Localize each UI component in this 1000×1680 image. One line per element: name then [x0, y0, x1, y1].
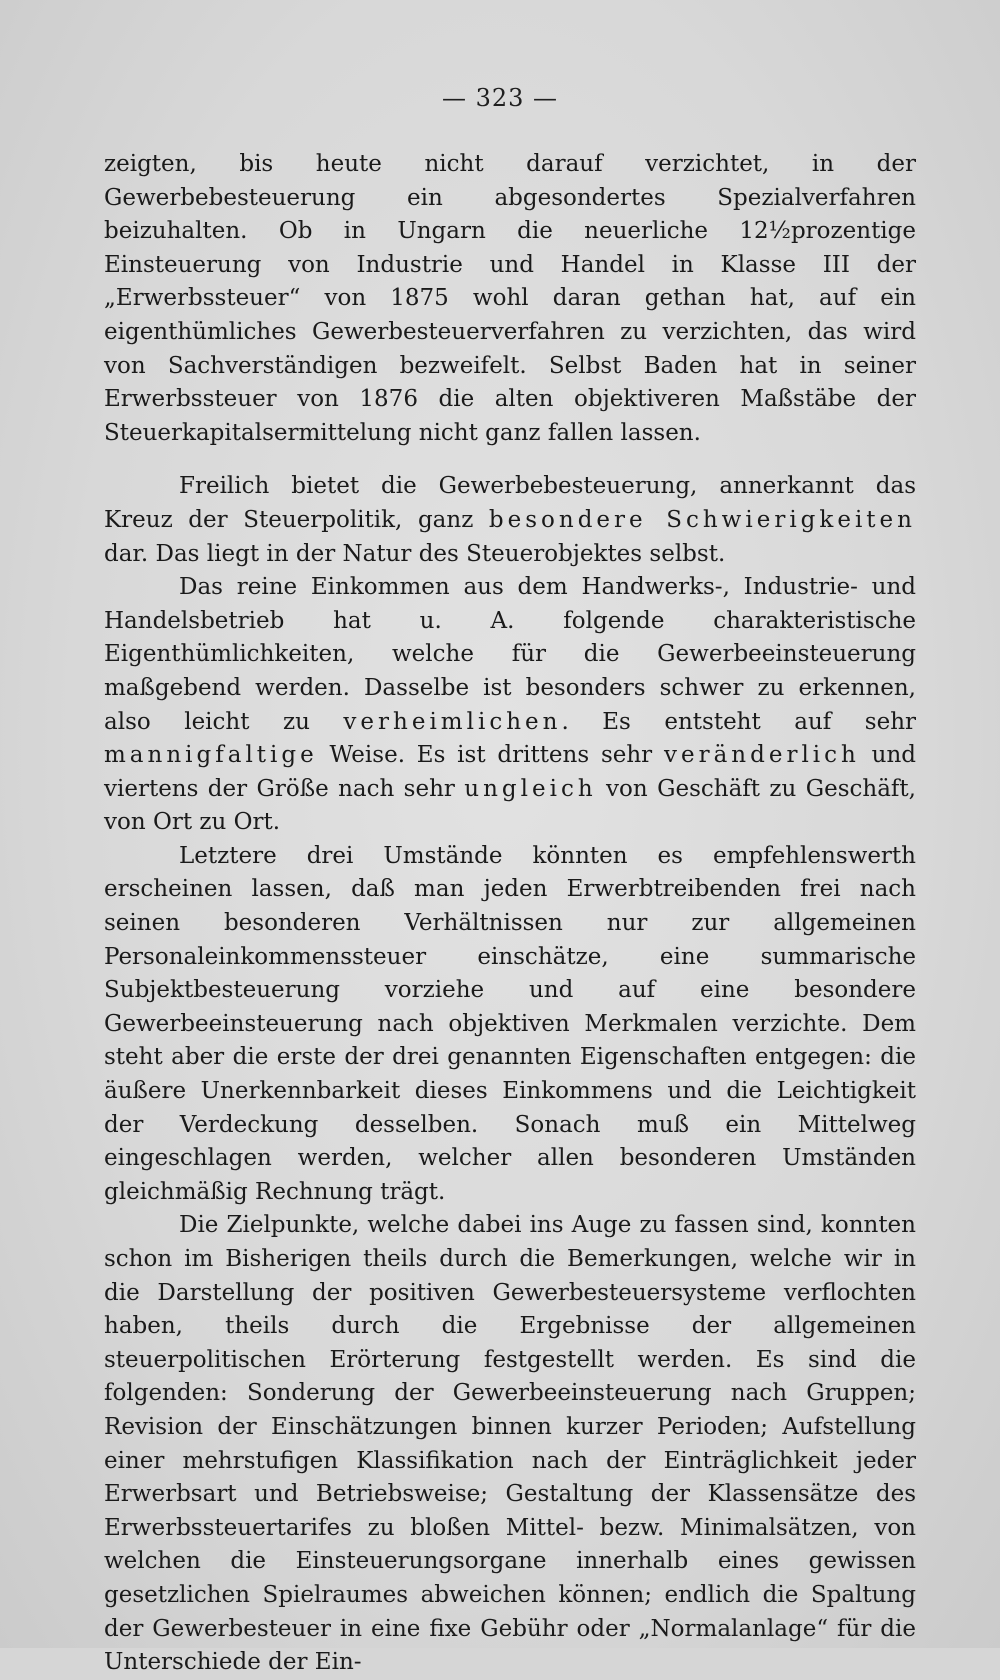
- paragraph-2-text-b: dar. Das liegt in der Natur des Steuerobjektes selbst.: [104, 540, 726, 567]
- emphasis-veraenderlich: veränderlich: [663, 742, 860, 769]
- paragraph-2: [104, 470, 916, 571]
- emphasis-mannigfaltige: mannigfaltige: [104, 742, 318, 769]
- body-text: [104, 148, 916, 1680]
- paragraph-3-text-2: . Es entsteht auf sehr: [561, 708, 917, 735]
- emphasis-besondere-schwierigkeiten: besondere Schwierigkeiten: [488, 506, 916, 533]
- paragraph-5: Die Zielpunkte, welche dabei ins Auge zu fassen sind, konnten schon im Bisherigen theils durch die Bemerkungen, welche wir in die Darstellung der positiven Gewerbesteuersysteme verflochten haben, theils durch die Ergebnisse der allgemeinen steuerpolitischen Erörterung festgestellt werden. Es sind die folgenden: Sonderung der Gewerbeeinsteuerung nach Gruppen; Revision der Einschätzungen binnen kurzer Perioden; Aufstellung einer mehrstufigen Klassifikation nach der Einträglichkeit jeder Erwerbsart und Betriebsweise; Gestaltung der Klassensätze des Erwerbssteuertarifes zu bloßen Mittel- bezw. Minimalsätzen, von welchen die Einsteuerungsorgane innerhalb eines gewissen gesetzlichen Spielraumes abweichen können; endlich die Spaltung der Gewerbesteuer in eine fixe Gebühr oder „Normalanlage“ für die Unterschiede der Ein-: [104, 1212, 916, 1676]
- page-number: — 323 —: [441, 84, 559, 112]
- paragraph-2-text-a: Freilich bietet die Gewerbebesteuerung, annerkannt das Kreuz der Steuerpolitik, ganz: [104, 473, 916, 533]
- paragraph-3-text-3: Weise. Es ist drittens sehr: [317, 742, 664, 769]
- paragraph-1: zeigten, bis heute nicht darauf verzichtet, in der Gewerbebesteuerung ein abgesondertes Spezialverfahren beizuhalten. Ob in Ungarn die neuerliche 12½prozentige Einsteuerung von Industrie und Handel in Klasse III der „Erwerbssteuer“ von 1875 wohl daran gethan hat, auf ein eigenthümliches Gewerbesteuerverfahren zu verzichten, das wird von Sachverständigen bezweifelt. Selbst Baden hat in seiner Erwerbssteuer von 1876 die alten objektiveren Maßstäbe der Steuerkapitalsermittelung nicht ganz fallen lassen.: [104, 151, 916, 446]
- emphasis-ungleich: ungleich: [464, 775, 597, 802]
- paragraph-3-text-5: von Geschäft zu Geschäft, von Ort zu Ort.: [104, 775, 916, 836]
- paragraph-3: [104, 571, 916, 840]
- paragraph-4: Letztere drei Umstände könnten es empfehlenswerth erscheinen lassen, daß man jeden Erwerbtreibenden frei nach seinen besonderen Verhältnissen nur zur allgemeinen Personaleinkommenssteuer einschätze, eine summarische Subjektbesteuerung vorziehe und auf eine besondere Gewerbeeinsteuerung nach objektiven Merkmalen verzichte. Dem steht aber die erste der drei genannten Eigenschaften entgegen: die äußere Unerkennbarkeit dieses Einkommens und die Leichtigkeit der Verdeckung desselben. Sonach muß ein Mittelweg eingeschlagen werden, welcher allen besonderen Umständen gleichmäßig Rechnung trägt.: [104, 842, 916, 1205]
- paragraph-3-text-4: und viertens der Größe nach sehr: [104, 742, 917, 802]
- emphasis-verheimlichen: verheimlichen: [343, 708, 562, 735]
- paragraph-3-text-1: Das reine Einkommen aus dem Handwerks-, Industrie- und Handelsbetrieb hat u. A. folgende charakteristische Eigenthümlichkeiten, welche für die Gewerbeeinsteuerung maßgebend werden. Dasselbe ist besonders schwer zu erkennen, also leicht zu: [104, 574, 916, 735]
